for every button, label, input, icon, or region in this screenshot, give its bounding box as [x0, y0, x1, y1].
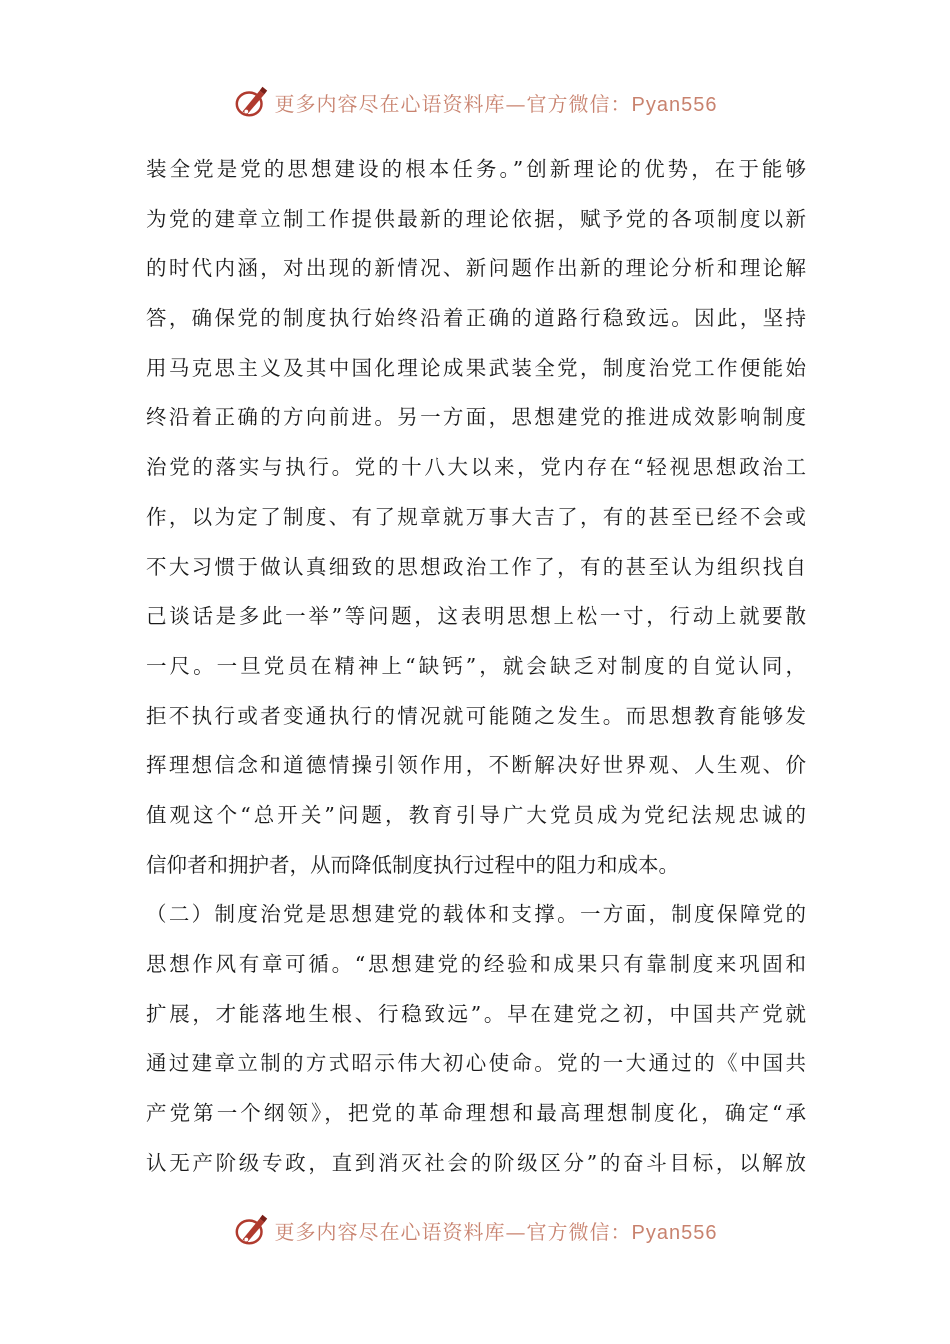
pen-nib-seal-icon: [233, 1211, 271, 1249]
text-line: 己谈话是多此一举”等问题，这表明思想上松一寸，行动上就要散: [146, 604, 806, 629]
pen-nib-seal-icon: [233, 83, 271, 121]
footer-banner-text: 更多内容尽在心语资料库—官方微信：Pyan556: [274, 1219, 718, 1244]
text-line: 终沿着正确的方向前进。另一方面，思想建党的推进成效影响制度: [146, 405, 806, 430]
header-banner-text: 更多内容尽在心语资料库—官方微信：Pyan556: [274, 91, 718, 116]
text-line: 思想作风有章可循。“思想建党的经验和成果只有靠制度来巩固和: [146, 952, 806, 976]
text-line: 值观这个“总开关”问题，教育引导广大党员成为党纪法规忠诚的: [146, 802, 806, 827]
text-line: 用马克思主义及其中国化理论成果武装全党，制度治党工作便能始: [146, 355, 806, 380]
footer-wechat-id: Pyan556: [631, 1221, 718, 1244]
text-line: 认无产阶级专政，直到消灭社会的阶级区分”的奋斗目标，以解放: [146, 1150, 806, 1175]
text-line: 通过建章立制的方式昭示伟大初心使命。党的一大通过的《中国共: [146, 1051, 806, 1076]
header-wechat-id: Pyan556: [631, 93, 718, 116]
text-line: 作，以为定了制度、有了规章就万事大吉了，有的甚至已经不会或: [146, 504, 806, 529]
text-line: 不大习惯于做认真细致的思想政治工作了，有的甚至认为组织找自: [146, 554, 806, 579]
text-line: 装全党是党的思想建设的根本任务。”创新理论的优势，在于能够: [146, 157, 806, 181]
text-line: （二）制度治党是思想建党的载体和支撑。一方面，制度保障党的: [146, 902, 806, 927]
text-line: 治党的落实与执行。党的十八大以来，党内存在“轻视思想政治工: [146, 455, 806, 480]
document-body: [146, 145, 806, 1188]
text-line: 信仰者和拥护者，从而降低制度执行过程中的阻力和成本。: [146, 852, 679, 877]
text-line: 挥理想信念和道德情操引领作用，不断解决好世界观、人生观、价: [146, 753, 806, 778]
text-line: 产党第一个纲领》，把党的革命理想和最高理想制度化，确定“承: [146, 1101, 806, 1126]
header-banner: [0, 82, 950, 122]
text-line: 扩展，才能落地生根、行稳致远”。早在建党之初，中国共产党就: [146, 1001, 806, 1026]
text-line: 拒不执行或者变通执行的情况就可能随之发生。而思想教育能够发: [146, 703, 806, 728]
text-line: 的时代内涵，对出现的新情况、新问题作出新的理论分析和理论解: [146, 256, 806, 281]
text-line: 为党的建章立制工作提供最新的理论依据，赋予党的各项制度以新: [146, 206, 806, 231]
text-line: 答，确保党的制度执行始终沿着正确的道路行稳致远。因此，坚持: [146, 306, 806, 331]
text-line: 一尺。一旦党员在精神上“缺钙”，就会缺乏对制度的自觉认同，: [146, 653, 806, 678]
footer-banner: [0, 1210, 950, 1250]
